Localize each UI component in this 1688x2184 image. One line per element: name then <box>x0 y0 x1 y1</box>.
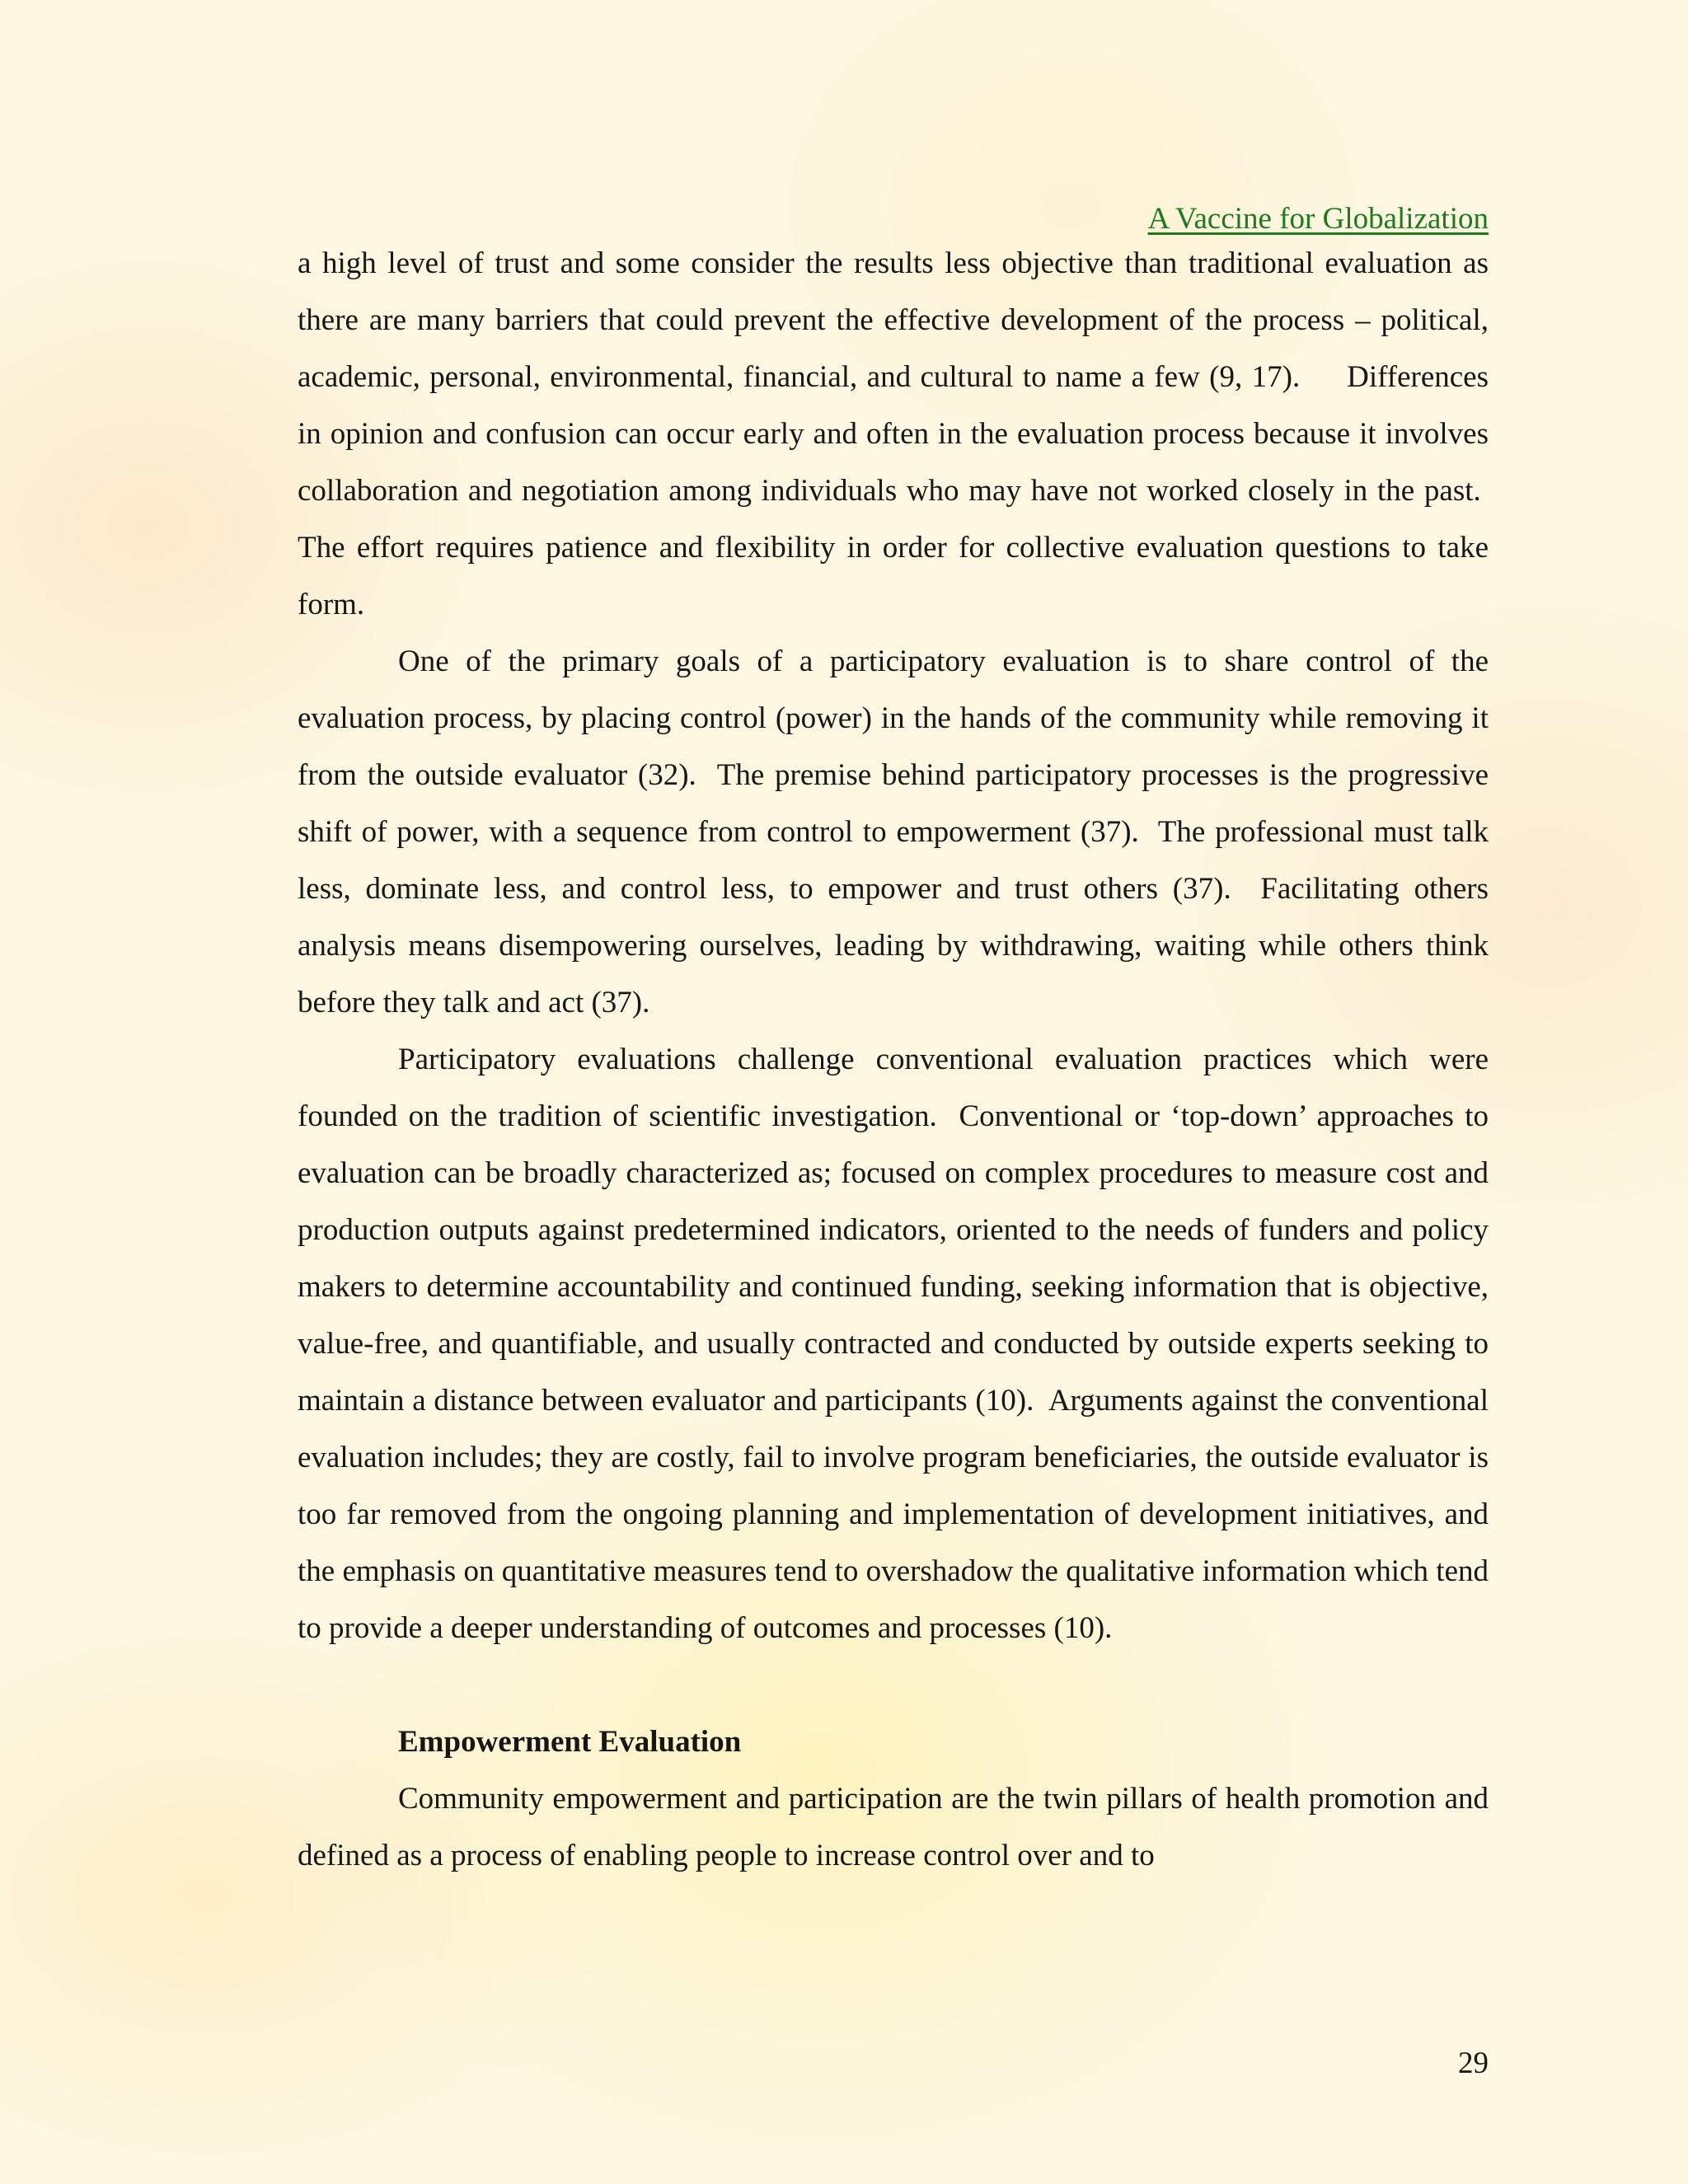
body-text <box>298 235 1489 1884</box>
paragraph-conventional-evaluation: Participatory evaluations challenge conventional evaluation practices which were founded on the tradition of scientific investigation. Conventional or ‘top-down’ approaches to evaluation can be broadly characterized as; focused on complex procedures to measure cost and production outputs against predetermined indicators, oriented to the needs of funders and policy makers to determine accountability and continued funding, seeking information that is objective, value-free, and quantifiable, and usually contracted and conducted by outside experts seeking to maintain a distance between evaluator and participants (10). Arguments against the conventional evaluation includes; they are costly, fail to involve program beneficiaries, the outside evaluator is too far removed from the ongoing planning and implementation of development initiatives, and the emphasis on quantitative measures tend to overshadow the qualitative information which tend to provide a deeper understanding of outcomes and processes (10). <box>298 1043 1489 1645</box>
page-number: 29 <box>1458 2046 1489 2080</box>
paragraph-empowerment: Community empowerment and participation are the twin pillars of health promotion and defined as a process of enabling people to increase control over and to <box>298 1782 1489 1872</box>
section-heading: Empowerment Evaluation <box>398 1725 742 1759</box>
running-header-title: A Vaccine for Globalization <box>1147 202 1489 236</box>
paragraph-continuation: a high level of trust and some consider the results less objective than traditional evaluation as there are many barriers that could prevent the effective development of the process – political, academic, personal, environmental, financial, and cultural to name a few (9, 17). Differences in opinion and confusion can occur early and often in the evaluation process because it involves collaboration and negotiation among individuals who may have not worked closely in the past. The effort requires patience and flexibility in order for collective evaluation questions to take form. <box>298 246 1489 621</box>
paragraph-control-of-evaluation: One of the primary goals of a participatory evaluation is to share control of the evaluation process, by placing control (power) in the hands of the community while removing it from the outside evaluator (32). The premise behind participatory processes is the progressive shift of power, with a sequence from control to empowerment (37). The professional must talk less, dominate less, and control less, to empower and trust others (37). Facilitating others analysis means disempowering ourselves, leading by withdrawing, waiting while others think before they talk and act (37). <box>298 644 1489 1019</box>
